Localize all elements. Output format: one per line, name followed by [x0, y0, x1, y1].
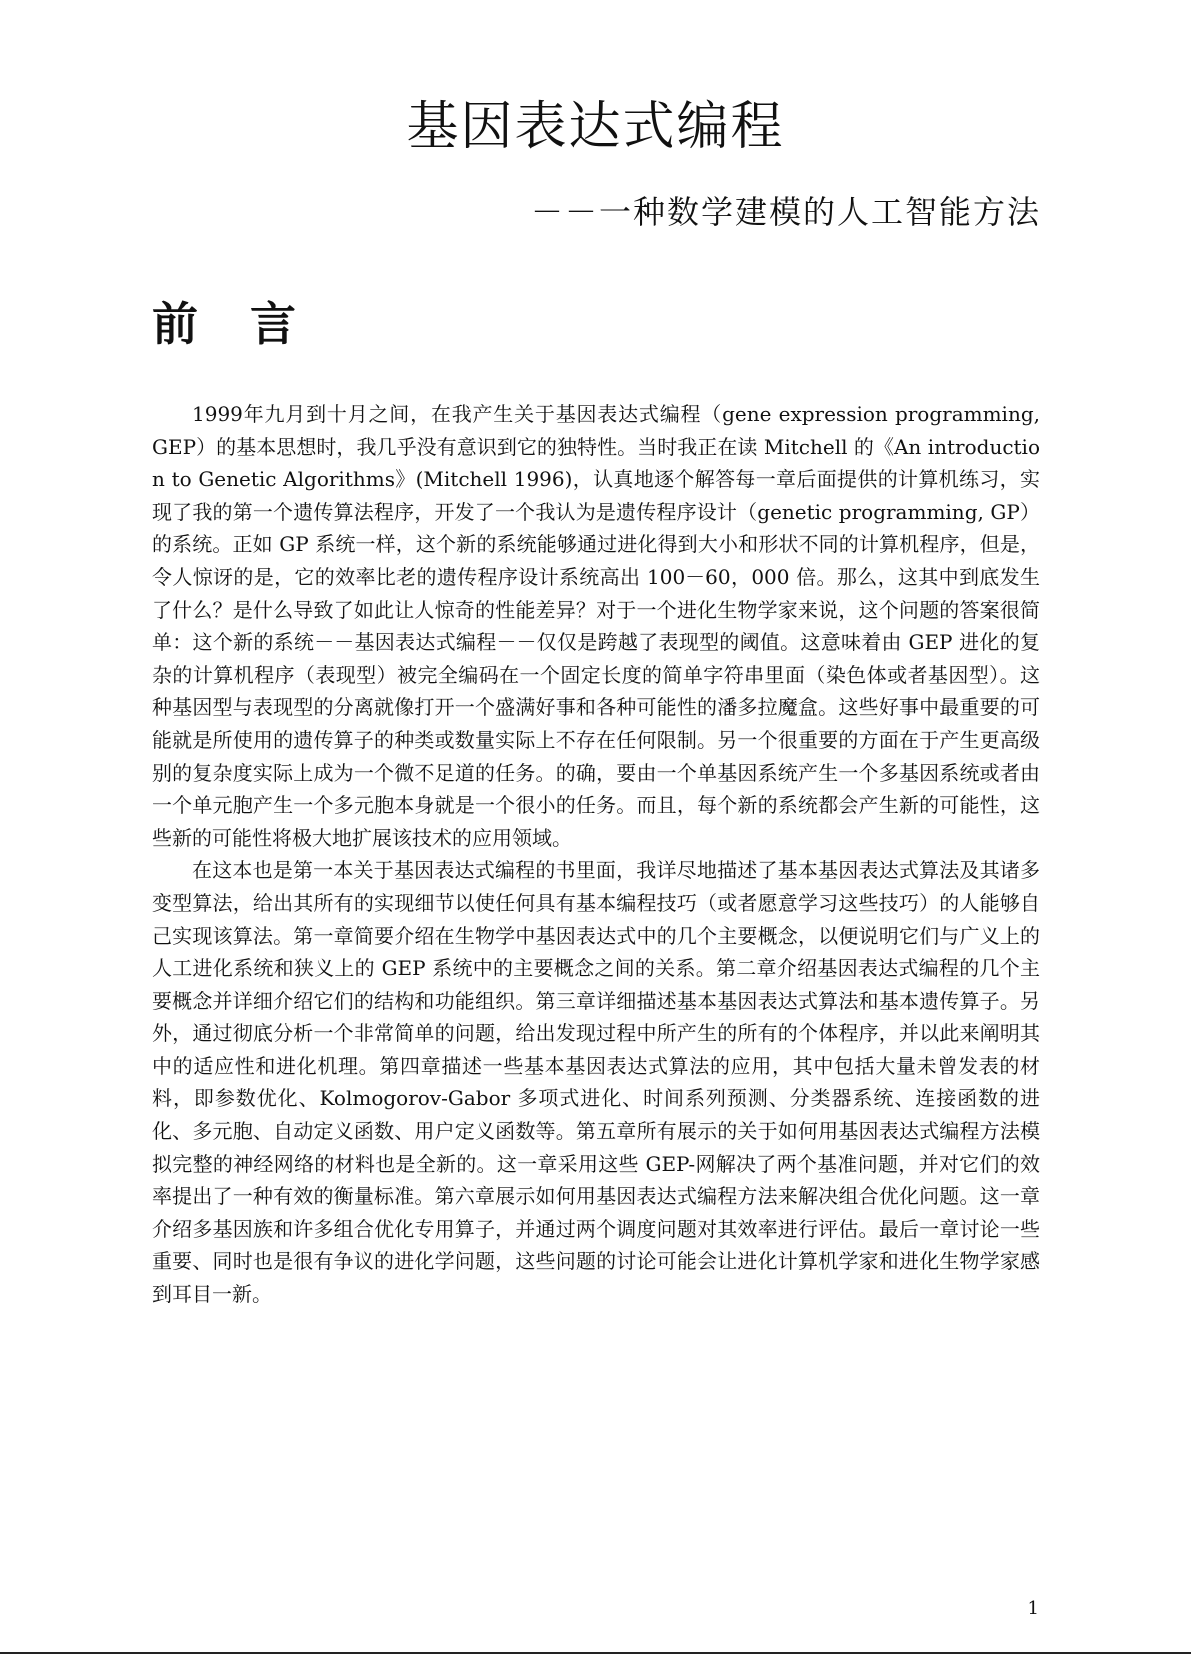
preface-body [152, 398, 1040, 1311]
bottom-border-line [0, 1652, 1191, 1654]
book-subtitle: －－一种数学建模的人工智能方法 [530, 193, 1041, 231]
page-number: 1 [1027, 1598, 1039, 1619]
preface-heading: 前 言 [152, 297, 315, 351]
book-title: 基因表达式编程 [406, 97, 785, 157]
paragraph-1: 1999年九月到十月之间，在我产生关于基因表达式编程（gene expression programming, GEP）的基本思想时，我几乎没有意识到它的独特性。当时我正在读 Mitchell 的《An introduction to Genetic Algorithms》(Mitchell 1996)，认真地逐个解答每一章后面提供的计算机练习，实现了我的第一个遗传算法程序，开发了一个我认为是遗传程序设计（genetic programming, GP）的系统。正如 GP 系统一样，这个新的系统能够通过进化得到大小和形状不同的计算机程序，但是，令人惊讶的是，它的效率比老的遗传程序设计系统高出 100－60，000 倍。那么，这其中到底发生了什么？是什么导致了如此让人惊奇的性能差异？对于一个进化生物学家来说，这个问题的答案很简单：这个新的系统－－基因表达式编程－－仅仅是跨越了表现型的阈值。这意味着由 GEP 进化的复杂的计算机程序（表现型）被完全编码在一个固定长度的简单字符串里面（染色体或者基因型）。这种基因型与表现型的分离就像打开一个盛满好事和各种可能性的潘多拉魔盒。这些好事中最重要的可能就是所使用的遗传算子的种类或数量实际上不存在任何限制。另一个很重要的方面在于产生更高级别的复杂度实际上成为一个微不足道的任务。的确，要由一个单基因系统产生一个多基因系统或者由一个单元胞产生一个多元胞本身就是一个很小的任务。而且，每个新的系统都会产生新的可能性，这些新的可能性将极大地扩展该技术的应用领域。 [152, 402, 1040, 850]
paragraph-2: 在这本也是第一本关于基因表达式编程的书里面，我详尽地描述了基本基因表达式算法及其诸多变型算法，给出其所有的实现细节以使任何具有基本编程技巧（或者愿意学习这些技巧）的人能够自己实现该算法。第一章简要介绍在生物学中基因表达式中的几个主要概念，以便说明它们与广义上的人工进化系统和狭义上的 GEP 系统中的主要概念之间的关系。第二章介绍基因表达式编程的几个主要概念并详细介绍它们的结构和功能组织。第三章详细描述基本基因表达式算法和基本遗传算子。另外，通过彻底分析一个非常简单的问题，给出发现过程中所产生的所有的个体程序，并以此来阐明其中的适应性和进化机理。第四章描述一些基本基因表达式算法的应用，其中包括大量未曾发表的材料，即参数优化、Kolmogorov-Gabor 多项式进化、时间系列预测、分类器系统、连接函数的进化、多元胞、自动定义函数、用户定义函数等。第五章所有展示的关于如何用基因表达式编程方法模拟完整的神经网络的材料也是全新的。这一章采用这些 GEP-网解决了两个基准问题，并对它们的效率提出了一种有效的衡量标准。第六章展示如何用基因表达式编程方法来解决组合优化问题。这一章介绍多基因族和许多组合优化专用算子，并通过两个调度问题对其效率进行评估。最后一章讨论一些重要、同时也是很有争议的进化学问题，这些问题的讨论可能会让进化计算机学家和进化生物学家感到耳目一新。 [152, 858, 1040, 1307]
